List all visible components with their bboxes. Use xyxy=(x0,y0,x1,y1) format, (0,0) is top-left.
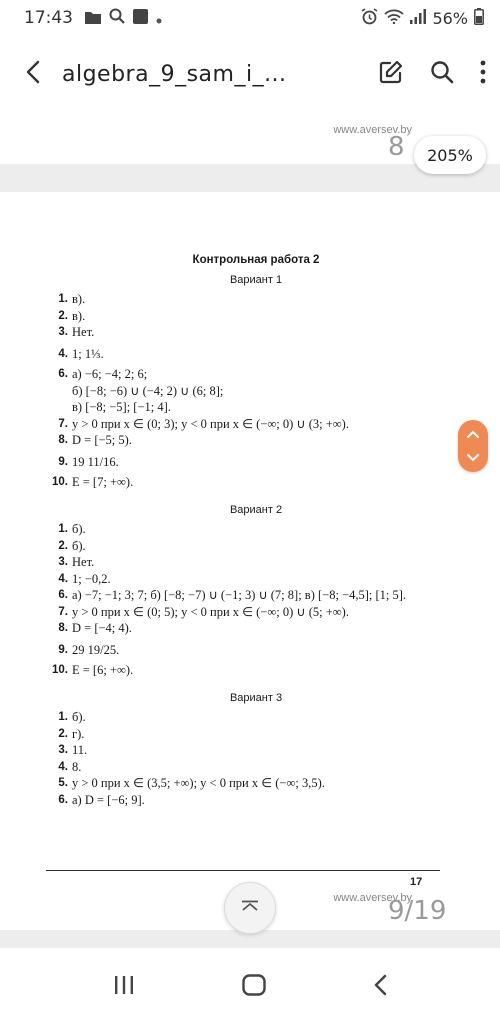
answer-text: а) −7; −1; 3; 7; б) [−8; −7) ∪ (−1; 3) ∪ (7; 8]; в) [−8; −4,5]; [1; 5]. xyxy=(72,588,407,602)
answer-number xyxy=(46,384,72,399)
answer-number: 4. xyxy=(58,760,68,773)
app-bar-actions xyxy=(378,59,486,90)
answer-text: б). xyxy=(72,522,86,536)
answer-text: б) [−8; −6) ∪ (−4; 2) ∪ (6; 8]; xyxy=(72,383,224,398)
answer-text: а) D = [−6; 9]. xyxy=(72,792,145,807)
answer-item xyxy=(46,417,446,432)
answer-item xyxy=(46,292,446,307)
answer-item xyxy=(46,663,446,678)
signal-icon xyxy=(410,9,426,28)
chevron-up-icon xyxy=(467,425,479,443)
search-icon[interactable] xyxy=(430,60,454,89)
answer-item xyxy=(46,475,446,490)
answer-item xyxy=(46,342,446,366)
answer-text: Нет. xyxy=(72,555,95,569)
status-time: 17:43 xyxy=(24,8,73,28)
answer-item xyxy=(46,776,446,791)
recent-apps-icon[interactable] xyxy=(113,975,135,1000)
answer-number: 3. xyxy=(58,326,68,338)
answer-item xyxy=(46,710,446,725)
fast-scroll-handle[interactable] xyxy=(458,420,488,472)
answer-number: 7. xyxy=(58,417,68,430)
answer-text: 8. xyxy=(72,759,82,774)
answer-item xyxy=(46,572,446,587)
answer-number: 8. xyxy=(58,434,68,446)
answer-number: 1. xyxy=(58,293,68,305)
page-indicator: 9/19 xyxy=(388,896,447,926)
answer-text: y > 0 при x ∈ (0; 3); y < 0 при x ∈ (−∞; 0) ∪ (3; +∞). xyxy=(72,416,349,431)
answer-item xyxy=(46,367,446,382)
variant-heading: Вариант 3 xyxy=(229,692,283,704)
answer-number: 10. xyxy=(52,476,68,488)
answer-text: в). xyxy=(72,292,86,306)
variant-heading: Вариант 1 xyxy=(229,274,283,286)
doc-title: Контрольная работа 2 xyxy=(192,254,320,266)
answer-number: 9. xyxy=(58,643,68,656)
answer-item xyxy=(46,384,446,399)
home-icon[interactable] xyxy=(242,974,266,1001)
answer-text: б). xyxy=(72,538,86,553)
page-watermark: www.aversev.by xyxy=(333,892,412,904)
answer-number: 3. xyxy=(58,744,68,756)
answer-number: 8. xyxy=(58,622,68,634)
navigation-bar xyxy=(0,948,500,1027)
answer-text: б). xyxy=(72,710,86,724)
answer-text: 11. xyxy=(72,743,88,757)
back-nav-icon[interactable] xyxy=(373,974,387,1001)
answer-text: а) −6; −4; 2; 6; xyxy=(72,367,148,381)
page-watermark: www.aversev.by xyxy=(333,124,412,136)
answer-item xyxy=(46,400,446,415)
scroll-to-top-button[interactable] xyxy=(224,882,276,934)
app-bar xyxy=(0,36,500,112)
answer-item xyxy=(46,621,446,636)
answer-text: г). xyxy=(72,726,85,741)
answer-text: E = [7; +∞). xyxy=(72,475,134,489)
answer-number: 7. xyxy=(58,605,68,618)
answer-number: 9. xyxy=(58,455,68,468)
answer-text: 1; 1⅓. xyxy=(72,346,104,361)
answer-number: 2. xyxy=(58,539,68,552)
document-viewer[interactable] xyxy=(0,112,500,948)
answer-item xyxy=(46,760,446,775)
document-title: algebra_9_sam_i_... xyxy=(62,61,287,87)
folder-icon xyxy=(85,9,101,28)
zoom-indicator: 205% xyxy=(414,136,486,174)
answer-text: 1; −0,2. xyxy=(72,571,111,586)
answer-item xyxy=(46,450,446,474)
answer-text: D = [−4; 4). xyxy=(72,621,132,635)
answer-number xyxy=(46,400,72,415)
answer-item xyxy=(46,309,446,324)
status-icons-right xyxy=(361,8,484,29)
answer-text: y > 0 при x ∈ (0; 5); y < 0 при x ∈ (−∞; 0) ∪ (5; +∞). xyxy=(72,604,349,619)
answer-item xyxy=(46,433,446,448)
answer-text: D = [−5; 5). xyxy=(72,433,132,447)
answer-number: 4. xyxy=(58,572,68,585)
answer-item xyxy=(46,555,446,570)
page-number: 17 xyxy=(410,876,423,888)
dot-icon xyxy=(156,9,162,28)
answer-text: в). xyxy=(72,308,86,323)
answer-item xyxy=(46,793,446,808)
edit-icon[interactable] xyxy=(378,59,404,90)
answer-item xyxy=(46,605,446,620)
answer-number: 10. xyxy=(52,664,68,676)
answer-item xyxy=(46,743,446,758)
wifi-icon xyxy=(384,9,404,28)
answer-number: 2. xyxy=(58,309,68,322)
gallery-icon xyxy=(133,9,148,28)
answer-text: E = [6; +∞). xyxy=(72,663,134,677)
status-bar xyxy=(0,0,500,36)
answer-item xyxy=(46,522,446,537)
answer-number: 6. xyxy=(58,793,68,806)
answer-number: 6. xyxy=(58,589,68,601)
answer-number: 1. xyxy=(58,711,68,723)
chevron-down-icon xyxy=(467,449,479,467)
answer-item xyxy=(46,325,446,340)
answer-item xyxy=(46,638,446,662)
answer-item xyxy=(46,727,446,742)
current-page xyxy=(0,192,500,930)
battery-icon xyxy=(474,8,484,29)
answers-document xyxy=(46,254,446,809)
answer-number: 5. xyxy=(58,777,68,789)
answer-item xyxy=(46,539,446,554)
answer-text: y > 0 при x ∈ (3,5; +∞); y < 0 при x ∈ (−∞; 3,5). xyxy=(72,776,325,790)
answer-number: 1. xyxy=(58,523,68,535)
variant-heading: Вариант 2 xyxy=(229,504,283,516)
battery-percent: 56% xyxy=(432,8,468,28)
answer-number: 2. xyxy=(58,727,68,740)
answer-text: 19 11/16. xyxy=(72,454,119,469)
page-divider xyxy=(46,870,440,871)
answer-text: в) [−8; −5]; [−1; 4]. xyxy=(72,400,171,414)
previous-page-number: 8 xyxy=(388,132,405,162)
alarm-icon xyxy=(361,8,378,29)
back-icon[interactable] xyxy=(26,60,40,89)
answer-text: 29 19/25. xyxy=(72,642,120,657)
answer-number: 6. xyxy=(58,368,68,380)
answer-text: Нет. xyxy=(72,325,95,339)
search-icon xyxy=(109,8,125,28)
answer-number: 3. xyxy=(58,556,68,568)
answer-item xyxy=(46,588,446,603)
status-icons-left xyxy=(85,8,162,28)
answer-number: 4. xyxy=(58,347,68,360)
more-icon[interactable] xyxy=(480,60,486,89)
scroll-up-icon xyxy=(241,899,259,917)
